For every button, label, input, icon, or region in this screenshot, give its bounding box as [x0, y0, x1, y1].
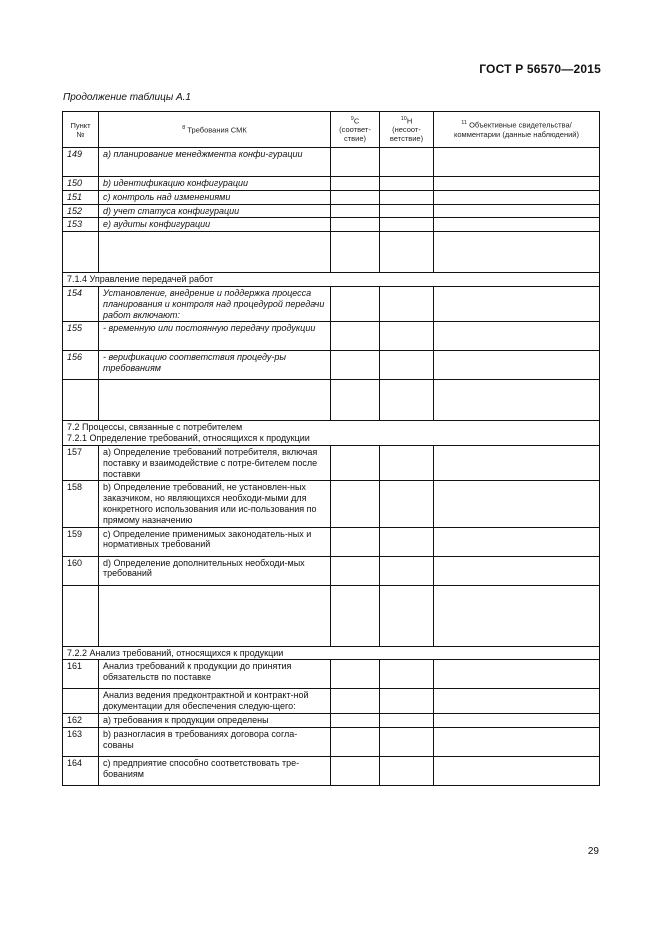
row-requirement: a) требования к продукции определены [99, 713, 331, 727]
requirements-table [62, 111, 600, 786]
cell-conformity[interactable] [331, 322, 380, 351]
row-requirement: b) идентификацию конфигурации [99, 177, 331, 191]
table-row [63, 756, 600, 785]
empty-row [63, 585, 600, 646]
table-row [63, 190, 600, 204]
cell-evidence[interactable] [434, 286, 600, 321]
table-row [63, 445, 600, 480]
row-requirement: - временную или постоянную передачу продукции [99, 322, 331, 351]
row-requirement: - верификацию соответствия процеду-ры требованиям [99, 351, 331, 380]
row-requirement: Анализ ведения предконтрактной и контракт-ной документации для обеспечения следую-щего: [99, 689, 331, 714]
row-number: 156 [63, 351, 99, 380]
table-row [63, 660, 600, 689]
row-number: 149 [63, 148, 99, 177]
cell-conformity[interactable] [331, 660, 380, 689]
col-header-conformity: $^9$С (соответ- ствие) [331, 112, 380, 148]
cell-evidence[interactable] [434, 190, 600, 204]
cell-evidence[interactable] [434, 445, 600, 480]
cell-evidence[interactable] [434, 204, 600, 218]
cell-nonconformity[interactable] [380, 756, 434, 785]
cell-nonconformity[interactable] [380, 727, 434, 756]
cell-conformity[interactable] [331, 232, 380, 273]
section-title: 7.1.4 Управление передачей работ [63, 273, 600, 287]
cell-conformity[interactable] [331, 727, 380, 756]
cell-nonconformity[interactable] [380, 204, 434, 218]
cell-nonconformity[interactable] [380, 218, 434, 232]
col-header-requirement: $^8$ Требования СМК [99, 112, 331, 148]
cell-conformity[interactable] [331, 177, 380, 191]
cell-conformity[interactable] [331, 689, 380, 714]
cell-nonconformity[interactable] [380, 232, 434, 273]
cell-conformity[interactable] [331, 713, 380, 727]
cell-evidence[interactable] [434, 660, 600, 689]
cell-conformity[interactable] [331, 527, 380, 556]
empty-row [63, 380, 600, 421]
row-requirement: d) учет статуса конфигурации [99, 204, 331, 218]
cell-nonconformity[interactable] [380, 351, 434, 380]
row-number: 152 [63, 204, 99, 218]
row-requirement: a) планирование менеджмента конфи-гурации [99, 148, 331, 177]
table-row [63, 286, 600, 321]
table-row [63, 556, 600, 585]
row-number: 151 [63, 190, 99, 204]
table-row [63, 689, 600, 714]
row-number: 158 [63, 481, 99, 527]
row-number: 162 [63, 713, 99, 727]
table-row [63, 527, 600, 556]
cell-nonconformity[interactable] [380, 481, 434, 527]
cell-evidence[interactable] [434, 351, 600, 380]
section-row [63, 273, 600, 287]
cell-evidence[interactable] [434, 148, 600, 177]
cell-conformity[interactable] [331, 380, 380, 421]
cell-conformity[interactable] [331, 218, 380, 232]
cell-evidence[interactable] [434, 713, 600, 727]
page-number: 29 [587, 846, 599, 857]
table-row [63, 204, 600, 218]
cell-nonconformity[interactable] [380, 380, 434, 421]
section-row [63, 421, 600, 446]
cell-conformity[interactable] [331, 190, 380, 204]
cell-nonconformity[interactable] [380, 527, 434, 556]
row-requirement: c) предприятие способно соответствовать тре-бованиям [99, 756, 331, 785]
row-requirement: b) разногласия в требованиях договора согла-сованы [99, 727, 331, 756]
table-row [63, 218, 600, 232]
cell-conformity[interactable] [331, 481, 380, 527]
cell-nonconformity[interactable] [380, 177, 434, 191]
cell-nonconformity[interactable] [380, 689, 434, 714]
row-number: 159 [63, 527, 99, 556]
cell-conformity[interactable] [331, 556, 380, 585]
table-caption: Продолжение таблицы А.1 [63, 92, 191, 103]
cell-nonconformity[interactable] [380, 556, 434, 585]
row-requirement: a) Определение требований потребителя, включая поставку и взаимодействие с потре-бителем после поставки [99, 445, 331, 480]
table-row [63, 177, 600, 191]
cell-conformity[interactable] [331, 286, 380, 321]
document-code: ГОСТ Р 56570—2015 [479, 62, 601, 76]
col-header-evidence: $^{11}$ Объективные свидетельства/ комментарии (данные наблюдений) [434, 112, 600, 148]
section-row [63, 646, 600, 660]
row-number: 157 [63, 445, 99, 480]
empty-row [63, 232, 600, 273]
table-row [63, 322, 600, 351]
col-header-num: Пункт № [63, 112, 99, 148]
table-row [63, 351, 600, 380]
cell-conformity[interactable] [331, 148, 380, 177]
row-number: 163 [63, 727, 99, 756]
cell-evidence[interactable] [434, 527, 600, 556]
cell-evidence[interactable] [434, 232, 600, 273]
row-number: 154 [63, 286, 99, 321]
cell-nonconformity[interactable] [380, 660, 434, 689]
cell-nonconformity[interactable] [380, 190, 434, 204]
cell-evidence[interactable] [434, 481, 600, 527]
cell-nonconformity[interactable] [380, 445, 434, 480]
row-number: 155 [63, 322, 99, 351]
cell-evidence[interactable] [434, 322, 600, 351]
table-row [63, 148, 600, 177]
cell-evidence[interactable] [434, 585, 600, 646]
cell-evidence[interactable] [434, 756, 600, 785]
row-requirement: c) Определение применимых законодатель-ных и нормативных требований [99, 527, 331, 556]
cell-conformity[interactable] [331, 351, 380, 380]
cell-conformity[interactable] [331, 585, 380, 646]
cell-conformity[interactable] [331, 756, 380, 785]
row-number: 164 [63, 756, 99, 785]
cell-evidence[interactable] [434, 689, 600, 714]
cell-nonconformity[interactable] [380, 713, 434, 727]
table-row [63, 713, 600, 727]
cell-evidence[interactable] [434, 218, 600, 232]
row-number [63, 689, 99, 714]
row-requirement: Анализ требований к продукции до принятия обязательств по поставке [99, 660, 331, 689]
row-requirement: b) Определение требований, не установлен-ных заказчиком, но являющихся необходи-мыми для конкретного использования или ис-пользования по прямому назначению [99, 481, 331, 527]
table-row [63, 481, 600, 527]
section-title: 7.2 Процессы, связанные с потребителем 7.2.1 Определение требований, относящихся к продукции [63, 421, 600, 446]
cell-conformity[interactable] [331, 204, 380, 218]
row-requirement: Установление, внедрение и поддержка процесса планирования и контроля над процедурой передачи работ включают: [99, 286, 331, 321]
col-header-nonconformity: $^{10}$Н (несоот- ветствие) [380, 112, 434, 148]
row-requirement: e) аудиты конфигурации [99, 218, 331, 232]
cell-evidence[interactable] [434, 177, 600, 191]
cell-evidence[interactable] [434, 556, 600, 585]
row-number: 150 [63, 177, 99, 191]
row-number: 153 [63, 218, 99, 232]
cell-nonconformity[interactable] [380, 585, 434, 646]
row-requirement: d) Определение дополнительных необходи-мых требований [99, 556, 331, 585]
row-number: 160 [63, 556, 99, 585]
table-header-row [63, 112, 600, 148]
table-row [63, 727, 600, 756]
cell-evidence[interactable] [434, 380, 600, 421]
cell-nonconformity[interactable] [380, 286, 434, 321]
cell-conformity[interactable] [331, 445, 380, 480]
cell-evidence[interactable] [434, 727, 600, 756]
cell-nonconformity[interactable] [380, 148, 434, 177]
row-number: 161 [63, 660, 99, 689]
cell-nonconformity[interactable] [380, 322, 434, 351]
row-requirement: c) контроль над изменениями [99, 190, 331, 204]
section-title: 7.2.2 Анализ требований, относящихся к продукции [63, 646, 600, 660]
